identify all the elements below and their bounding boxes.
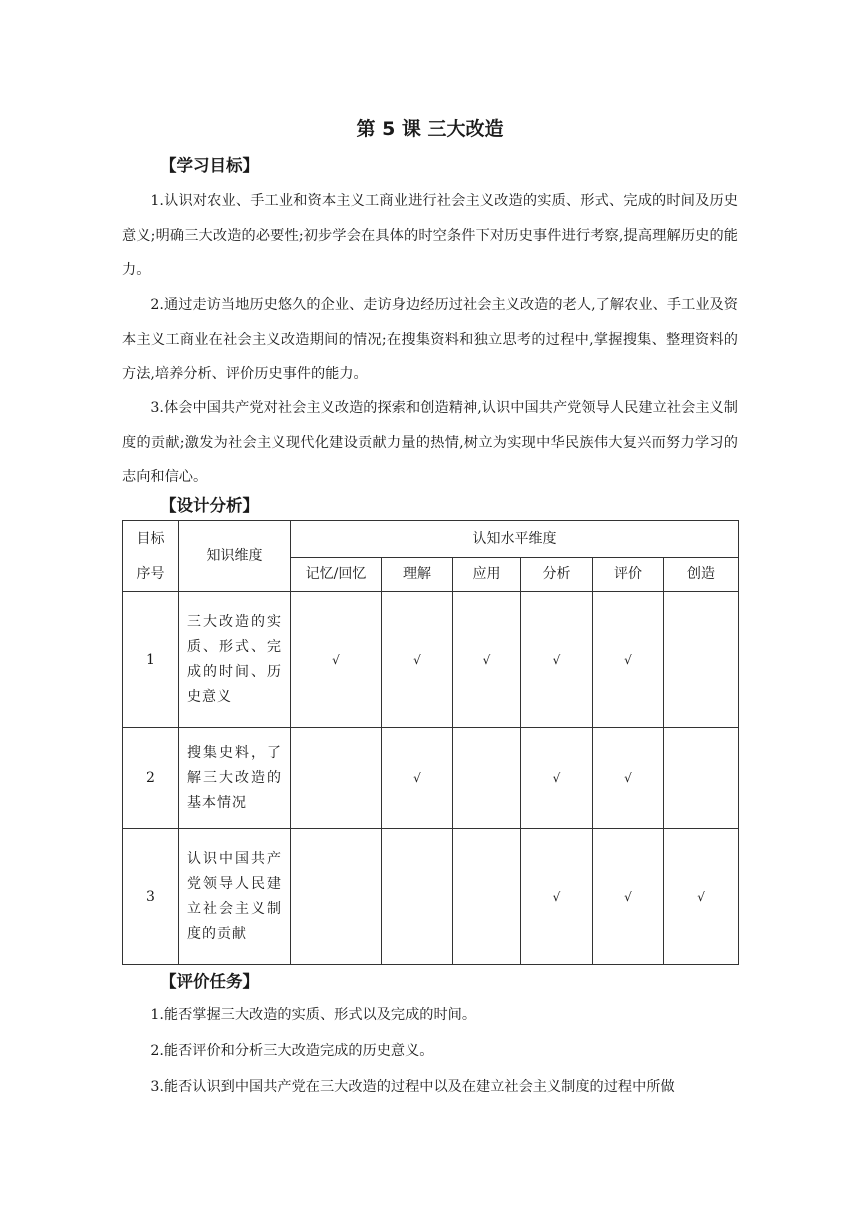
check-cell: [291, 728, 382, 829]
row-index: 2: [123, 728, 179, 829]
knowledge-line: 质、形式、完: [187, 638, 282, 655]
level-remember: 记忆/回忆: [291, 557, 382, 592]
knowledge-line: 搜集史料，了: [187, 744, 282, 761]
level-analyze: 分析: [521, 557, 593, 592]
knowledge-line: 党领导人民建: [187, 875, 282, 892]
table-row: [123, 829, 739, 965]
check-cell: √: [291, 592, 382, 728]
knowledge-line: 度的贡献: [187, 925, 247, 942]
check-cell: √: [664, 829, 739, 965]
table-row: [123, 728, 739, 829]
check-cell: [382, 829, 453, 965]
knowledge-line: 认识中国共产: [187, 850, 282, 867]
table-row: [123, 592, 739, 728]
check-cell: √: [382, 592, 453, 728]
objective-paragraph-1: 1.认识对农业、手工业和资本主义工商业进行社会主义改造的实质、形式、完成的时间及历史意义;明确三大改造的必要性;初步学会在具体的时空条件下对历史事件进行考察,提高理解历史的能力。: [122, 193, 738, 278]
table-header-row: [123, 521, 739, 558]
check-cell: √: [521, 728, 593, 829]
row-knowledge: [179, 829, 291, 965]
level-evaluate: 评价: [593, 557, 664, 592]
evaluation-item-3: 3.能否认识到中国共产党在三大改造的过程中以及在建立社会主义制度的过程中所做: [150, 1079, 675, 1095]
knowledge-line: 基本情况: [187, 794, 247, 811]
check-cell: √: [521, 829, 593, 965]
check-cell: √: [593, 728, 664, 829]
header-index-line-2: 序号: [136, 566, 165, 582]
knowledge-line: 史意义: [187, 688, 232, 705]
objective-paragraph-3: 3.体会中国共产党对社会主义改造的探索和创造精神,认识中国共产党领导人民建立社会主义制度的贡献;激发为社会主义现代化建设贡献力量的热情,树立为实现中华民族伟大复兴而努力学习的志向和信心。: [122, 400, 738, 485]
check-cell: √: [593, 592, 664, 728]
knowledge-line: 解三大改造的: [187, 769, 282, 786]
evaluation-item-2: 2.能否评价和分析三大改造完成的历史意义。: [150, 1043, 434, 1059]
row-knowledge: [179, 592, 291, 728]
check-cell: √: [593, 829, 664, 965]
row-knowledge: [179, 728, 291, 829]
header-cognitive-cell: 认知水平维度: [291, 521, 739, 558]
check-cell: √: [453, 592, 521, 728]
check-cell: [453, 829, 521, 965]
level-apply: 应用: [453, 557, 521, 592]
header-index-cell: [123, 521, 179, 592]
design-heading: 【设计分析】: [160, 496, 259, 515]
check-cell: [664, 592, 739, 728]
knowledge-line: 立社会主义制: [187, 900, 282, 917]
evaluation-heading: 【评价任务】: [160, 972, 259, 991]
knowledge-line: 三大改造的实: [187, 613, 282, 630]
header-index-line-1: 目标: [136, 531, 165, 547]
header-knowledge-cell: 知识维度: [179, 521, 291, 592]
check-cell: [664, 728, 739, 829]
check-cell: √: [521, 592, 593, 728]
knowledge-line: 成的时间、历: [187, 663, 282, 680]
row-index: 3: [123, 829, 179, 965]
level-understand: 理解: [382, 557, 453, 592]
row-index: 1: [123, 592, 179, 728]
design-analysis-table: [122, 520, 739, 965]
check-cell: [453, 728, 521, 829]
check-cell: √: [382, 728, 453, 829]
page-title: 第 5 课 三大改造: [356, 118, 504, 140]
level-create: 创造: [664, 557, 739, 592]
objective-paragraph-2: 2.通过走访当地历史悠久的企业、走访身边经历过社会主义改造的老人,了解农业、手工业及资本主义工商业在社会主义改造期间的情况;在搜集资料和独立思考的过程中,掌握搜集、整理资料的方法,培养分析、评价历史事件的能力。: [122, 297, 738, 382]
check-cell: [291, 829, 382, 965]
evaluation-item-1: 1.能否掌握三大改造的实质、形式以及完成的时间。: [150, 1007, 477, 1023]
objectives-heading: 【学习目标】: [160, 156, 259, 175]
